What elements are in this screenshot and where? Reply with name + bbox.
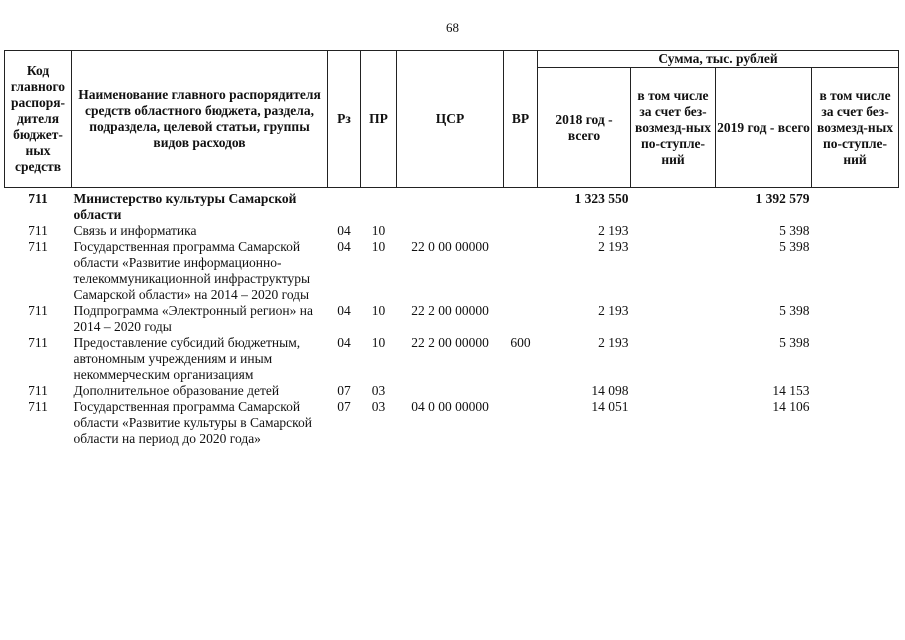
header-pr: ПР: [361, 51, 397, 188]
cell-2018-total: 2 193: [598, 335, 629, 350]
cell-pr: 10: [371, 335, 386, 350]
cell-pr: 10: [371, 239, 386, 254]
cell-2018-total: 14 051: [591, 399, 629, 414]
cell-pr: 03: [371, 399, 386, 414]
cell-2019-free: [812, 399, 899, 447]
cell-pr: [361, 188, 397, 224]
cell-rz: 04: [337, 335, 351, 350]
cell-name: Предоставление субсидий бюджетным, автономным учреждениям и иным некоммерческим организациям: [73, 335, 301, 382]
table-body: [5, 188, 899, 448]
cell-2018-free: [631, 223, 716, 239]
header-code: Код главного распоря-дителя бюджет-ных средств: [5, 51, 72, 188]
table-header: [5, 51, 899, 188]
cell-csr: [397, 383, 504, 399]
cell-csr: 04 0 00 00000: [411, 399, 489, 414]
cell-code: 711: [28, 223, 48, 238]
cell-2018-total: 1 323 550: [538, 188, 631, 224]
table-row: [5, 188, 899, 224]
cell-2018-total: 2 193: [598, 239, 629, 254]
cell-2019-free: [812, 303, 899, 335]
header-2018-free: в том числе за счет без-возмезд-ных по-ступле-ний: [631, 68, 716, 188]
cell-2019-free: [812, 335, 899, 383]
cell-2018-total: 2 193: [598, 223, 629, 238]
cell-2018-total: 14 098: [591, 383, 629, 398]
header-2019-free: в том числе за счет без-возмезд-ных по-ступле-ний: [812, 68, 899, 188]
cell-code: 711: [28, 335, 48, 350]
cell-pr: 10: [371, 223, 386, 238]
table-row: [5, 303, 899, 335]
cell-name: Подпрограмма «Электронный регион» на 2014 – 2020 годы: [73, 303, 313, 334]
cell-2018-free: [631, 239, 716, 303]
cell-name: Связь и информатика: [73, 223, 197, 238]
cell-rz: [328, 188, 361, 224]
cell-rz: 04: [337, 223, 351, 238]
table-row: [5, 399, 899, 447]
header-vr: ВР: [504, 51, 538, 188]
cell-name: Государственная программа Самарской области «Развитие информационно-телекоммуникационной инфраструктуры Самарской области» на 2014 – 2020 годы: [73, 239, 311, 302]
cell-2018-free: [631, 303, 716, 335]
header-2019-total: 2019 год - всего: [716, 68, 812, 188]
cell-name: Министерство культуры Самарской области: [72, 188, 328, 224]
cell-rz: 04: [337, 239, 351, 254]
cell-code: 711: [28, 399, 48, 414]
cell-2019-total: 5 398: [779, 303, 810, 318]
cell-csr: 22 2 00 00000: [411, 303, 489, 318]
cell-vr: [504, 239, 538, 303]
header-name: Наименование главного распорядителя средств областного бюджета, раздела, подраздела, целевой статьи, группы видов расходов: [72, 51, 328, 188]
cell-2018-free: [631, 399, 716, 447]
header-rz: Рз: [328, 51, 361, 188]
cell-2018-free: [631, 383, 716, 399]
cell-2019-total: 5 398: [779, 239, 810, 254]
table-row: [5, 223, 899, 239]
header-csr: ЦСР: [397, 51, 504, 188]
header-sum: Сумма, тыс. рублей: [538, 51, 899, 68]
table-row: [5, 239, 899, 303]
cell-2018-free: [631, 188, 716, 224]
cell-vr: [504, 383, 538, 399]
cell-code: 711: [5, 188, 72, 224]
cell-csr: 22 0 00 00000: [411, 239, 489, 254]
cell-2019-total: 5 398: [779, 335, 810, 350]
cell-name: Государственная программа Самарской области «Развитие культуры в Самарской области на период до 2020 года»: [73, 399, 313, 446]
cell-name: Дополнительное образование детей: [73, 383, 280, 398]
cell-2019-free: [812, 223, 899, 239]
cell-rz: 07: [337, 383, 351, 398]
header-2018-total: 2018 год - всего: [538, 68, 631, 188]
cell-vr: [504, 188, 538, 224]
cell-2019-total: 14 153: [772, 383, 810, 398]
cell-2019-total: 1 392 579: [716, 188, 812, 224]
cell-csr: 22 2 00 00000: [411, 335, 489, 350]
cell-csr: [397, 223, 504, 239]
cell-pr: 03: [371, 383, 386, 398]
cell-vr: [504, 399, 538, 447]
table-row: [5, 335, 899, 383]
cell-2018-total: 2 193: [598, 303, 629, 318]
cell-csr: [397, 188, 504, 224]
cell-2019-free: [812, 239, 899, 303]
budget-table: [4, 50, 899, 447]
cell-2019-free: [812, 188, 899, 224]
cell-vr: [504, 303, 538, 335]
table-row: [5, 383, 899, 399]
cell-vr: 600: [510, 335, 531, 350]
cell-pr: 10: [371, 303, 386, 318]
cell-code: 711: [28, 239, 48, 254]
cell-2019-free: [812, 383, 899, 399]
cell-2019-total: 14 106: [772, 399, 810, 414]
cell-2018-free: [631, 335, 716, 383]
cell-rz: 07: [337, 399, 351, 414]
cell-vr: [504, 223, 538, 239]
cell-code: 711: [28, 303, 48, 318]
cell-2019-total: 5 398: [779, 223, 810, 238]
cell-rz: 04: [337, 303, 351, 318]
page-number: 68: [446, 20, 459, 35]
cell-code: 711: [28, 383, 48, 398]
